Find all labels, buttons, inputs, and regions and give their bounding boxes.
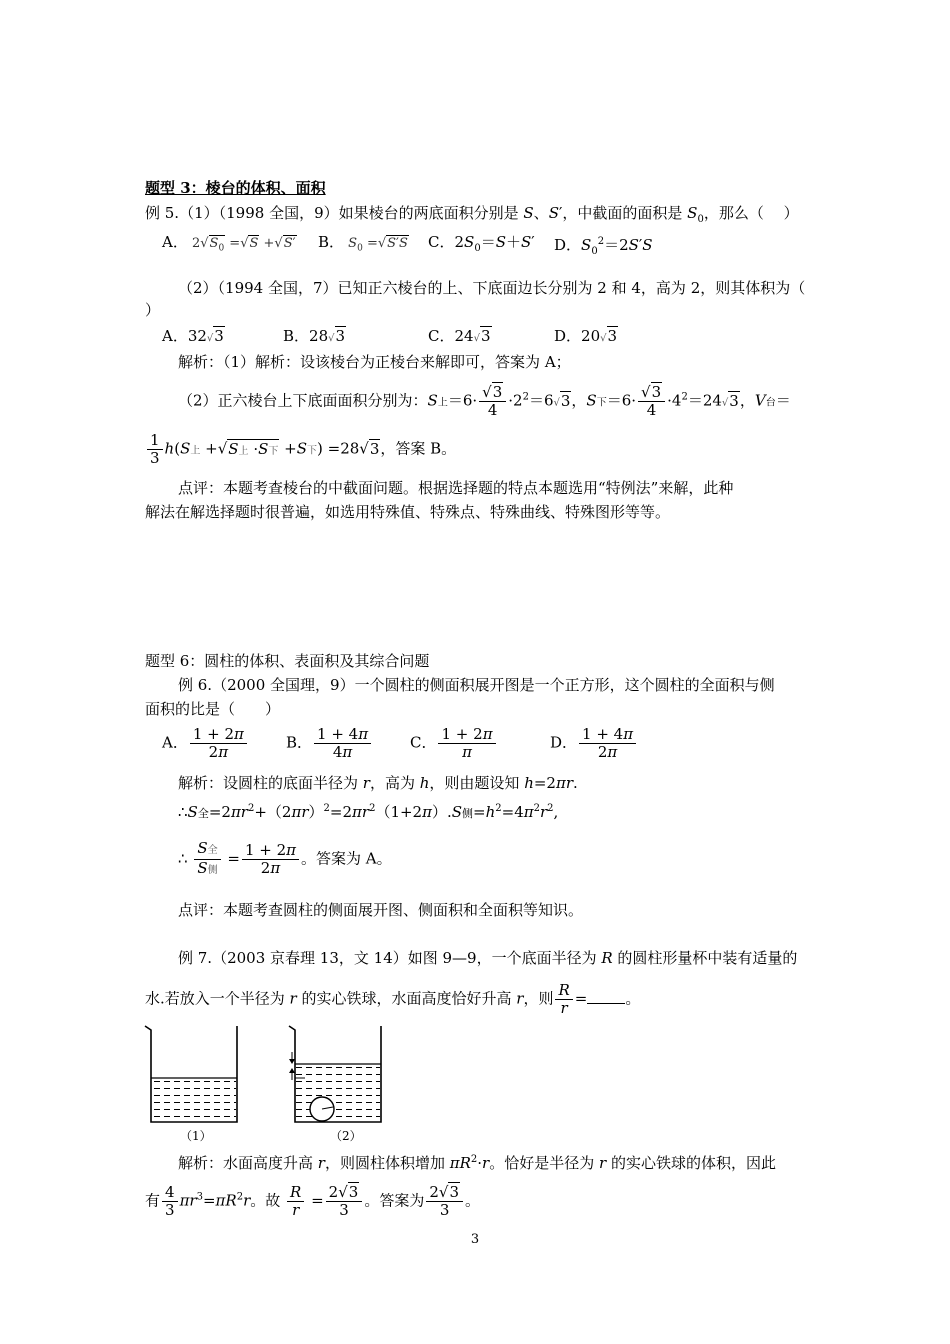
example-5-part2-option-c: C．24√3	[428, 327, 491, 345]
example-5-option-c: C．$2S_0=S+S'$	[428, 233, 535, 254]
figure-1-caption: （1）	[180, 1129, 212, 1143]
example-6-option-c: C． $\frac{1 + 2\pi}{\pi}$	[410, 726, 498, 761]
answer-blank	[587, 989, 625, 1004]
example-5-option-d: D．$S_0^2=2S'S$	[554, 236, 653, 257]
example-6-solution-1: 解析：设圆柱的底面半径为 r，高为 h，则由题设知 h=2πr.	[178, 774, 578, 792]
example-5-part2-option-a: A．32√3	[162, 327, 224, 345]
example-5-part2-line1: （2）（1994 全国，7）已知正六棱台的上、下底面边长分别为 2 和 4，高为 2，则其体积为（	[178, 279, 806, 297]
beaker-figure-2	[285, 1022, 385, 1127]
example-5-solution-3: $\frac{1}{3}$ h(S上 +√S上 ·S下 +S下) =28√3，答案 B。	[145, 432, 456, 467]
example-5-part2-line2: ）	[145, 301, 161, 319]
example-6-option-d: D． $\frac{1 + 4\pi}{2\pi}$	[550, 726, 638, 761]
page-number: 3	[470, 1232, 480, 1247]
example-5-stem: 例 5.（1）（1998 全国，9）如果棱台的两底面积分别是 S、S′，中截面的面积是 $S_0$，那么（ ）	[145, 204, 799, 225]
example-5-part2-option-b: B．28√3	[283, 327, 346, 345]
example-5-part2-option-d: D．20√3	[554, 327, 618, 345]
example-6-option-a: A． $\frac{1 + 2\pi}{2\pi}$	[162, 726, 249, 761]
example-6-comment: 点评：本题考查圆柱的侧面展开图、侧面积和全面积等知识。	[178, 901, 584, 919]
example-6-solution-3: ∴ $\frac{\text{S全}}{\text{S侧}}$ = $\frac{1 + 2\pi}{2\pi}$ 。答案为 A。	[178, 839, 392, 877]
example-5-solution-2: （2）正六棱台上下底面面积分别为：S上＝6· $\frac{√3}{4}$ $\cdot 2^2=6√3$，S下＝6· $\frac{√3}{4}$ $\cdot 4^2=24√3$，V台＝	[178, 383, 791, 419]
example-5-solution-1: 解析：（1）解析：设该棱台为正棱台来解即可，答案为 A；	[178, 353, 571, 371]
example-5-comment-1: 点评：本题考查棱台的中截面问题。根据选择题的特点本题选用“特例法”来解，此种	[178, 479, 734, 497]
example-6-solution-2: ∴S全$=2\pi r^2+(2\pi r)^2=2\pi r^2(1+2\pi).S$侧$=h^2=4\pi^2r^2$,	[178, 803, 559, 821]
section-6-title: 题型 6：圆柱的体积、表面积及其综合问题	[145, 652, 430, 670]
example-6-line1: 例 6.（2000 全国理，9）一个圆柱的侧面积展开图是一个正方形，这个圆柱的全面积与侧	[178, 676, 775, 694]
example-7-line2: 水.若放入一个半径为 r 的实心铁球，水面高度恰好升高 r，则 $\frac{R}{r}$ = 。	[145, 981, 641, 1017]
beaker-figure-1	[143, 1022, 243, 1127]
example-7-line1: 例 7.（2003 京春理 13，文 14）如图 9—9，一个底面半径为 R 的圆柱形量杯中装有适量的	[178, 949, 798, 967]
example-7-solution-1: 解析：水面高度升高 r，则圆柱体积增加 $\pi R^2\cdot r$。恰好是半径为 r 的实心铁球的体积，因此	[178, 1154, 776, 1172]
example-5-option-a: A． $2√S_0 =√S +√S'$	[162, 233, 296, 254]
section-3-title: 题型 3：棱台的体积、面积	[145, 179, 326, 197]
example-5-option-b: B． $S_0 =√S'S$	[318, 233, 408, 254]
example-6-line2: 面积的比是（ ）	[145, 700, 281, 718]
example-5-comment-2: 解法在解选择题时很普遍，如选用特殊值、特殊点、特殊曲线、特殊图形等等。	[145, 503, 671, 521]
example-7-solution-2: 有 $\frac{4}{3}$ $\pi r^3=\pi R^2r$。故 $\frac{R}{r}$ = $\frac{2√3}{3}$ 。答案为 $\frac{2√3}{3}$ 。	[145, 1183, 481, 1219]
example-6-option-b: B． $\frac{1 + 4\pi}{4\pi}$	[286, 726, 373, 761]
figure-2-caption: （2）	[330, 1129, 362, 1143]
